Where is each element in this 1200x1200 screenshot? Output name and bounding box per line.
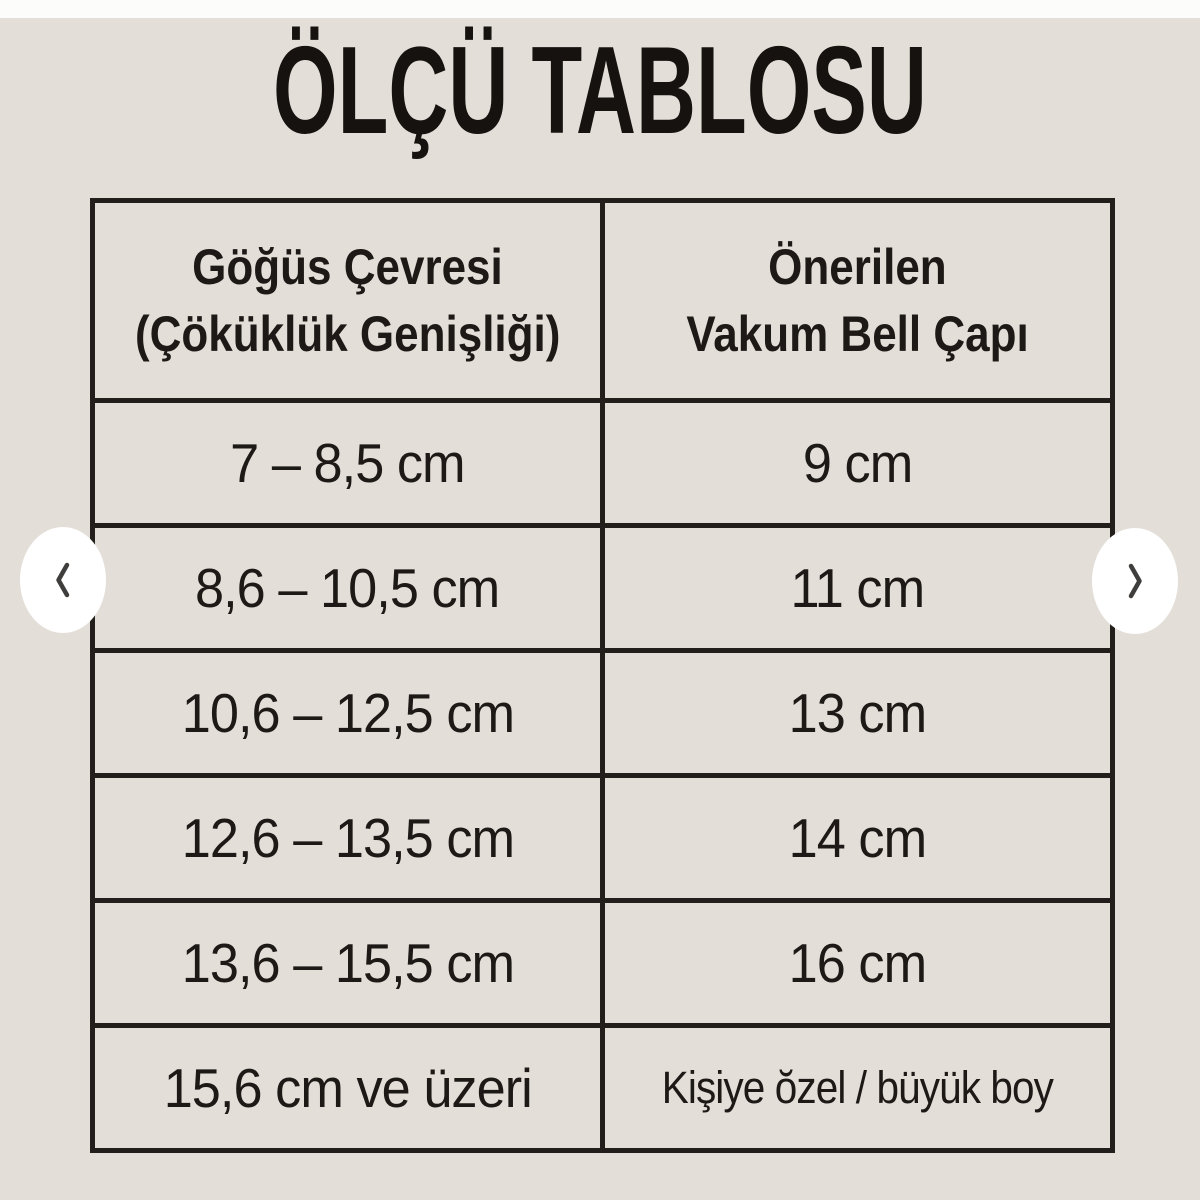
range-value: 12,6 – 13,5 cm	[181, 807, 514, 869]
range-value: 7 – 8,5 cm	[230, 432, 465, 494]
range-value: 10,6 – 12,5 cm	[181, 682, 514, 744]
header-text: Önerilen	[768, 238, 947, 295]
size-table	[90, 198, 1115, 1153]
diameter-cell	[603, 651, 1113, 776]
carousel-next-button[interactable]	[1092, 528, 1178, 634]
header-line	[605, 301, 1110, 368]
table-header-row	[93, 201, 1113, 401]
table-row	[93, 526, 1113, 651]
diameter-value: Kişiye ŏzel / büyük boy	[661, 1062, 1054, 1113]
diameter-cell	[603, 526, 1113, 651]
carousel-prev-button[interactable]	[20, 527, 106, 633]
table-row	[93, 651, 1113, 776]
range-value: 15,6 cm ve üzeri	[163, 1057, 532, 1119]
table-row	[93, 776, 1113, 901]
table-row	[93, 401, 1113, 526]
header-cell-chest-circumference	[93, 201, 603, 401]
range-value: 8,6 – 10,5 cm	[195, 557, 500, 619]
header-cell-recommended-diameter	[603, 201, 1113, 401]
range-cell	[93, 401, 603, 526]
diameter-value: 14 cm	[788, 807, 927, 869]
header-text: Göğüs Çevresi	[192, 238, 503, 295]
diameter-value: 13 cm	[788, 682, 927, 744]
table-row	[93, 901, 1113, 1026]
diameter-cell	[603, 901, 1113, 1026]
page-title-text: ÖLÇÜ TABLOSU	[273, 22, 927, 160]
range-value: 13,6 – 15,5 cm	[181, 932, 514, 994]
diameter-cell	[603, 1026, 1113, 1151]
diameter-value: 11 cm	[790, 557, 925, 619]
range-cell	[93, 651, 603, 776]
range-cell	[93, 901, 603, 1026]
diameter-value: 16 cm	[788, 932, 927, 994]
range-cell	[93, 526, 603, 651]
page-title	[0, 20, 1200, 162]
header-line	[95, 234, 600, 301]
diameter-value: 9 cm	[802, 432, 913, 494]
range-cell	[93, 776, 603, 901]
table-row	[93, 1026, 1113, 1151]
chevron-left-icon	[51, 556, 75, 604]
header-line	[605, 234, 1110, 301]
header-text: (Çöküklük Genişliği)	[134, 305, 561, 362]
chevron-right-icon	[1123, 557, 1147, 605]
top-strip	[0, 0, 1200, 18]
diameter-cell	[603, 401, 1113, 526]
diameter-cell	[603, 776, 1113, 901]
header-text: Vakum Bell Çapı	[686, 305, 1029, 362]
range-cell	[93, 1026, 603, 1151]
header-line	[95, 301, 600, 368]
